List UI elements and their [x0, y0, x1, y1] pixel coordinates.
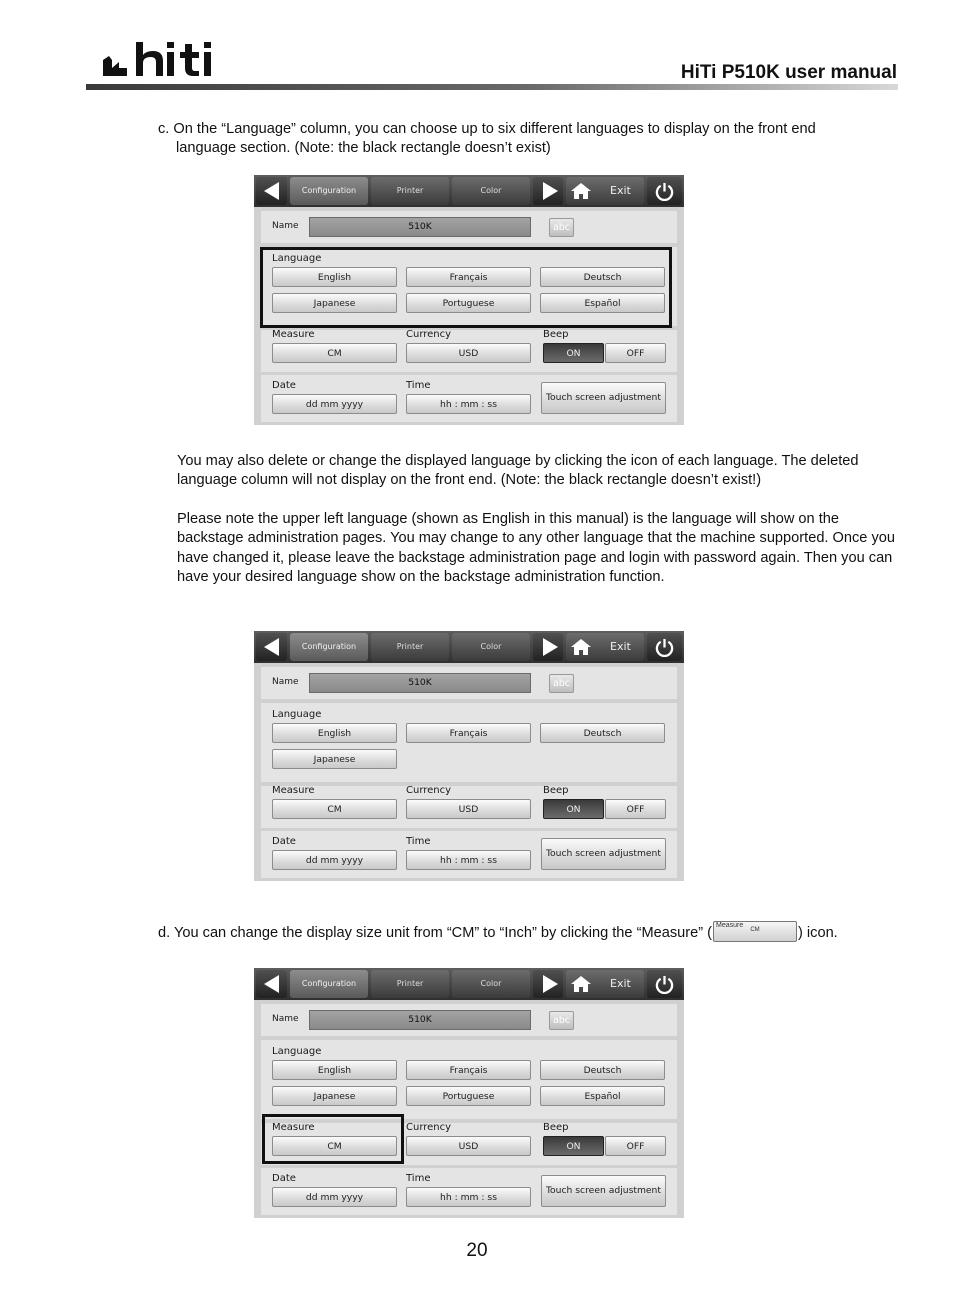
home-icon	[571, 183, 591, 199]
exit-label: Exit	[610, 184, 631, 197]
currency-label: Currency	[406, 329, 452, 340]
language-button-japanese[interactable]: Japanese	[272, 293, 397, 313]
beep-off-button[interactable]: OFF	[605, 1136, 666, 1156]
tab-configuration[interactable]: Configuration	[290, 177, 368, 205]
paragraph-c-line2: language section. (Note: the black rectangle doesn’t exist)	[176, 140, 551, 157]
forward-arrow-icon	[543, 638, 558, 656]
date-label: Date	[272, 836, 296, 847]
beep-label: Beep	[543, 785, 569, 796]
tab-printer[interactable]: Printer	[371, 177, 449, 205]
language-button-english[interactable]: English	[272, 723, 397, 743]
top-toolbar	[254, 175, 684, 207]
paragraph-d-text-before: d. You can change the display size unit from “CM” to “Inch” by clicking the “Measure” (	[158, 925, 712, 941]
exit-label: Exit	[610, 977, 631, 990]
beep-label: Beep	[543, 329, 569, 340]
power-icon	[655, 975, 674, 994]
paragraph-backstage-note: Please note the upper left language (shown as English in this manual) is the language will show on the backstage administration pages. You may change to any other language that the machine supported. Once you have changed it, please leave the backstage administration page and login with password again. Then you can have your desired language show on the backstage administration function.	[177, 511, 896, 585]
home-icon	[571, 639, 591, 655]
time-label: Time	[406, 380, 431, 391]
touch-screen-adjustment-button[interactable]: Touch screen adjustment	[541, 838, 666, 870]
power-button[interactable]	[647, 177, 682, 205]
power-button[interactable]	[647, 970, 682, 998]
tab-printer[interactable]: Printer	[371, 970, 449, 998]
date-label: Date	[272, 380, 296, 391]
page-number: 20	[466, 1240, 488, 1261]
language-button-portuguese[interactable]: Portuguese	[406, 1086, 531, 1106]
measure-label: Measure	[272, 1122, 315, 1133]
inline-measure-icon-value: CM	[750, 926, 760, 933]
keyboard-abc-button[interactable]: abc	[549, 218, 574, 237]
measure-button[interactable]: CM	[272, 799, 397, 819]
tab-color[interactable]: Color	[452, 633, 530, 661]
touch-screen-adjustment-button[interactable]: Touch screen adjustment	[541, 1175, 666, 1207]
exit-button[interactable]	[566, 177, 644, 205]
beep-off-button[interactable]: OFF	[605, 799, 666, 819]
paragraph-d-text-after: ) icon.	[798, 925, 838, 941]
manual-title: HiTi P510K user manual	[680, 62, 897, 83]
power-button[interactable]	[647, 633, 682, 661]
name-label: Name	[272, 677, 299, 687]
measure-button[interactable]: CM	[272, 1136, 397, 1156]
language-button-francais[interactable]: Français	[406, 723, 531, 743]
language-highlight-rectangle	[260, 247, 672, 328]
tab-configuration[interactable]: Configuration	[290, 970, 368, 998]
measure-highlight-rectangle	[262, 1114, 404, 1164]
top-toolbar	[254, 631, 684, 663]
language-button-english[interactable]: English	[272, 267, 397, 287]
forward-arrow-icon	[543, 182, 558, 200]
language-button-japanese[interactable]: Japanese	[272, 1086, 397, 1106]
currency-label: Currency	[406, 1122, 452, 1133]
config-screenshot-1	[254, 175, 684, 425]
time-label: Time	[406, 836, 431, 847]
language-button-deutsch[interactable]: Deutsch	[540, 723, 665, 743]
keyboard-abc-button[interactable]: abc	[549, 674, 574, 693]
forward-button[interactable]	[533, 970, 563, 998]
language-button-espanol[interactable]: Español	[540, 293, 665, 313]
time-format-button[interactable]: hh : mm : ss	[406, 850, 531, 870]
language-button-japanese[interactable]: Japanese	[272, 749, 397, 769]
tab-color[interactable]: Color	[452, 970, 530, 998]
tab-configuration[interactable]: Configuration	[290, 633, 368, 661]
back-arrow-icon	[264, 638, 279, 656]
inline-measure-icon	[713, 921, 797, 942]
forward-button[interactable]	[533, 633, 563, 661]
language-button-francais[interactable]: Français	[406, 1060, 531, 1080]
language-label: Language	[272, 709, 322, 720]
currency-label: Currency	[406, 785, 452, 796]
language-button-espanol[interactable]: Español	[540, 1086, 665, 1106]
paragraph-d	[158, 921, 903, 943]
currency-button[interactable]: USD	[406, 799, 531, 819]
time-label: Time	[406, 1173, 431, 1184]
name-label: Name	[272, 221, 299, 231]
tab-color[interactable]: Color	[452, 177, 530, 205]
back-button[interactable]	[256, 970, 287, 998]
paragraph-delete-note: You may also delete or change the displayed language by clicking the icon of each language. The deleted language column will not display on the front end. (Note: the black rectangle doesn’t exist!)	[177, 453, 859, 489]
back-button[interactable]	[256, 177, 287, 205]
date-format-button[interactable]: dd mm yyyy	[272, 1187, 397, 1207]
back-arrow-icon	[264, 975, 279, 993]
back-arrow-icon	[264, 182, 279, 200]
currency-button[interactable]: USD	[406, 1136, 531, 1156]
hiti-logo	[100, 40, 216, 80]
top-toolbar	[254, 968, 684, 1000]
config-screenshot-2	[254, 631, 684, 881]
inline-measure-icon-label: Measure	[716, 922, 744, 929]
beep-off-button[interactable]: OFF	[605, 343, 666, 363]
language-button-deutsch[interactable]: Deutsch	[540, 1060, 665, 1080]
beep-on-button[interactable]: ON	[543, 1136, 604, 1156]
language-label: Language	[272, 1046, 322, 1057]
tab-printer[interactable]: Printer	[371, 633, 449, 661]
touch-screen-adjustment-button[interactable]: Touch screen adjustment	[541, 382, 666, 414]
language-label: Language	[272, 253, 322, 264]
date-format-button[interactable]: dd mm yyyy	[272, 850, 397, 870]
beep-on-button[interactable]: ON	[543, 343, 604, 363]
language-button-portuguese[interactable]: Portuguese	[406, 293, 531, 313]
measure-label: Measure	[272, 329, 315, 340]
name-field[interactable]: 510K	[309, 673, 531, 693]
name-field[interactable]: 510K	[309, 217, 531, 237]
measure-label: Measure	[272, 785, 315, 796]
measure-button[interactable]: CM	[272, 343, 397, 363]
language-button-deutsch[interactable]: Deutsch	[540, 267, 665, 287]
home-icon	[571, 976, 591, 992]
beep-on-button[interactable]: ON	[543, 799, 604, 819]
date-label: Date	[272, 1173, 296, 1184]
name-label: Name	[272, 1014, 299, 1024]
keyboard-abc-button[interactable]: abc	[549, 1011, 574, 1030]
language-button-english[interactable]: English	[272, 1060, 397, 1080]
currency-button[interactable]: USD	[406, 343, 531, 363]
exit-button[interactable]	[566, 633, 644, 661]
exit-button[interactable]	[566, 970, 644, 998]
name-field[interactable]: 510K	[309, 1010, 531, 1030]
date-format-button[interactable]: dd mm yyyy	[272, 394, 397, 414]
time-format-button[interactable]: hh : mm : ss	[406, 1187, 531, 1207]
power-icon	[655, 182, 674, 201]
power-icon	[655, 638, 674, 657]
header-rule	[86, 84, 898, 90]
time-format-button[interactable]: hh : mm : ss	[406, 394, 531, 414]
config-screenshot-3	[254, 968, 684, 1218]
paragraph-c-line1: c. On the “Language” column, you can choose up to six different languages to display on the front end	[158, 121, 816, 137]
paragraph-c	[158, 120, 898, 159]
forward-button[interactable]	[533, 177, 563, 205]
forward-arrow-icon	[543, 975, 558, 993]
back-button[interactable]	[256, 633, 287, 661]
language-button-francais[interactable]: Français	[406, 267, 531, 287]
beep-label: Beep	[543, 1122, 569, 1133]
exit-label: Exit	[610, 640, 631, 653]
